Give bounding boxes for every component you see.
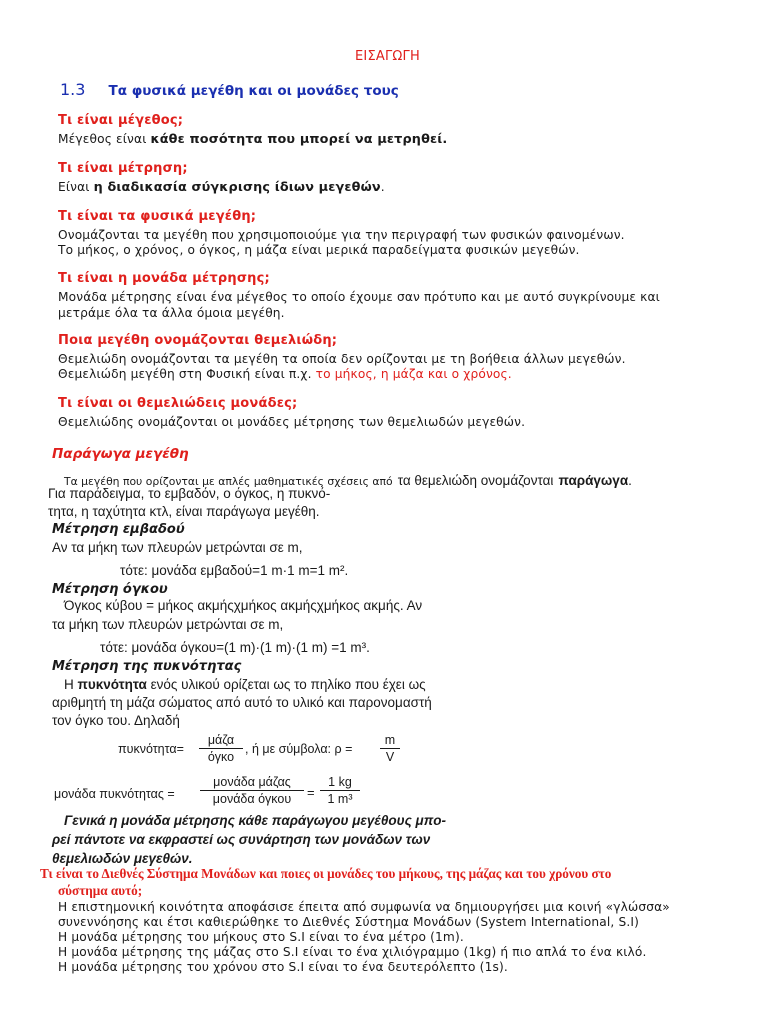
answer-line bbox=[58, 367, 512, 381]
page-title: ΕΙΣΑΓΩΓΗ bbox=[355, 49, 420, 64]
answer-line: μετράμε όλα τα άλλα όμοια μεγέθη. bbox=[58, 306, 285, 320]
derived-intro-end: . bbox=[628, 473, 632, 488]
si-question-line: Τι είναι το Διεθνές Σύστημα Μονάδων και ποιες οι μονάδες του μήκους, της μάζας και του χρόνου στο bbox=[40, 866, 612, 881]
question-what-is-measurement: Τι είναι μέτρηση; bbox=[58, 161, 188, 176]
fraction-numerator: μάζα bbox=[207, 733, 235, 747]
general-statement-line: Γενικά η μονάδα μέτρησης κάθε παράγωγου μεγέθους μπο- bbox=[64, 813, 447, 828]
si-answer-line: Η μονάδα μέτρησης της μάζας στο S.I είναι το ένα χιλιόγραμμο (1kg) ή πιο απλά το ένα κιλό. bbox=[58, 945, 647, 959]
density-formula-symbols-label: , ή με σύμβολα: ρ = bbox=[245, 742, 353, 756]
answer-line: Ονομάζονται τα μεγέθη που χρησιμοποιούμε για την περιγραφή των φυσικών φαινομένων. bbox=[58, 228, 625, 242]
derived-intro-bold: παράγωγα bbox=[558, 473, 629, 488]
fraction-numerator: 1 kg bbox=[328, 775, 352, 789]
question-physical-quantities: Τι είναι τα φυσικά μεγέθη; bbox=[58, 209, 257, 224]
general-statement-line: ρεί πάντοτε να εκφραστεί ως συνάρτηση των μονάδων των bbox=[52, 832, 431, 847]
section-heading bbox=[60, 80, 399, 99]
density-unit-label: μονάδα πυκνότητας = bbox=[54, 787, 175, 801]
area-formula: τότε: μονάδα εμβαδού=1 m·1 m=1 m². bbox=[120, 563, 349, 578]
fraction-denominator: V bbox=[380, 748, 400, 764]
question-fundamental-units: Τι είναι οι θεμελιώδεις μονάδες; bbox=[58, 396, 298, 411]
answer-emphasis: η διαδικασία σύγκρισης ίδιων μεγεθών bbox=[93, 180, 381, 195]
volume-line: Όγκος κύβου = μήκος ακμήςχμήκος ακμήςχμήκος ακμής. Αν bbox=[64, 598, 423, 613]
general-statement-line: θεμελιωδών μεγεθών. bbox=[52, 851, 193, 866]
question-fundamental-quantities: Ποια μεγέθη ονομάζονται θεμελιώδη; bbox=[58, 333, 338, 348]
derived-example-line: τητα, η ταχύτητα κτλ, είναι παράγωγα μεγέθη. bbox=[48, 504, 320, 519]
density-formula-lhs: πυκνότητα= bbox=[118, 742, 184, 756]
derived-heading: Παράγωγα μεγέθη bbox=[52, 446, 189, 462]
answer-line: Θεμελιώδη ονομάζονται τα μεγέθη τα οποία δεν ορίζονται με τη βοήθεια άλλων μεγεθών. bbox=[58, 352, 626, 366]
density-symbol-fraction bbox=[380, 733, 400, 764]
answer-text: Θεμελιώδη μεγέθη στη Φυσική είναι π.χ. bbox=[58, 367, 316, 381]
density-line bbox=[64, 677, 426, 692]
si-answer-line: Η μονάδα μέτρησης του χρόνου στο S.I είναι το ένα δευτερόλεπτο (1s). bbox=[58, 960, 508, 974]
si-question-line: σύστημα αυτό; bbox=[58, 883, 143, 898]
answer-emphasis: κάθε ποσότητα που μπορεί να μετρηθεί. bbox=[150, 132, 448, 147]
answer-what-is-quantity bbox=[58, 132, 447, 147]
density-line: αριθμητή τη μάζα σώματος από αυτό το υλικό και παρονομαστή bbox=[52, 695, 432, 710]
answer-line: Θεμελιώδης ονομάζονται οι μονάδες μέτρησης των θεμελιωδών μεγεθών. bbox=[58, 415, 526, 429]
derived-intro-large: τα θεμελιώδη ονομάζονται bbox=[397, 473, 554, 488]
equals-sign: = bbox=[307, 785, 315, 800]
area-heading: Μέτρηση εμβαδού bbox=[52, 522, 185, 537]
question-unit-of-measurement: Τι είναι η μονάδα μέτρησης; bbox=[58, 271, 270, 286]
volume-line: τα μήκη των πλευρών μετρώνται σε m, bbox=[52, 617, 284, 632]
derived-intro-small: Τα μεγέθη που ορίζονται με απλές μαθηματικές σχέσεις από bbox=[64, 475, 393, 488]
density-line: τον όγκο του. Δηλαδή bbox=[52, 713, 180, 728]
answer-what-is-measurement bbox=[58, 180, 385, 195]
fundamental-examples: το μήκος, η μάζα και ο χρόνος. bbox=[315, 367, 512, 381]
volume-heading: Μέτρηση όγκου bbox=[52, 582, 168, 597]
density-text: ενός υλικού ορίζεται ως το πηλίκο που έχει ως bbox=[146, 677, 426, 692]
fraction-denominator: μονάδα όγκου bbox=[200, 790, 304, 806]
answer-line: Μονάδα μέτρησης είναι ένα μέγεθος το οποίο έχουμε σαν πρότυπο και με αυτό συγκρίνουμε και bbox=[58, 290, 660, 304]
density-term: πυκνότητα bbox=[77, 677, 147, 692]
density-heading: Μέτρηση της πυκνότητας bbox=[52, 659, 242, 674]
si-answer-line: συνεννόησης και έτσι καθιερώθηκε το Διεθνές Σύστημα Μονάδων (System International, S.I) bbox=[58, 915, 640, 929]
fraction-numerator: m bbox=[384, 733, 396, 747]
density-text: Η bbox=[64, 677, 78, 692]
answer-end: . bbox=[380, 180, 385, 194]
fraction-numerator: μονάδα μάζας bbox=[213, 775, 291, 789]
area-line: Αν τα μήκη των πλευρών μετρώνται σε m, bbox=[52, 540, 303, 555]
density-fraction bbox=[199, 733, 243, 764]
fraction-denominator: 1 m³ bbox=[320, 790, 360, 806]
density-unit-value-fraction bbox=[320, 775, 360, 806]
fraction-denominator: όγκο bbox=[199, 748, 243, 764]
derived-example-line: Για παράδειγμα, το εμβαδόν, ο όγκος, η πυκνό- bbox=[48, 486, 331, 501]
si-answer-line: Η μονάδα μέτρησης του μήκους στο S.I είναι το ένα μέτρο (1m). bbox=[58, 930, 464, 944]
section-number: 1.3 bbox=[60, 80, 86, 99]
si-answer-line: Η επιστημονική κοινότητα αποφάσισε έπειτα από συμφωνία να δημιουργήσει μια κοινή «γλώσσα» bbox=[58, 900, 670, 914]
answer-line: Το μήκος, ο χρόνος, ο όγκος, η μάζα είναι μερικά παραδείγματα φυσικών μεγεθών. bbox=[58, 243, 580, 257]
answer-text: Είναι bbox=[58, 180, 94, 194]
volume-formula: τότε: μονάδα όγκου=(1 m)·(1 m)·(1 m) =1 m³. bbox=[100, 640, 370, 655]
question-what-is-quantity: Τι είναι μέγεθος; bbox=[58, 113, 184, 128]
section-title: Τα φυσικά μεγέθη και οι μονάδες τους bbox=[108, 83, 399, 99]
density-unit-fraction bbox=[200, 775, 304, 806]
answer-text: Μέγεθος είναι bbox=[58, 132, 151, 146]
